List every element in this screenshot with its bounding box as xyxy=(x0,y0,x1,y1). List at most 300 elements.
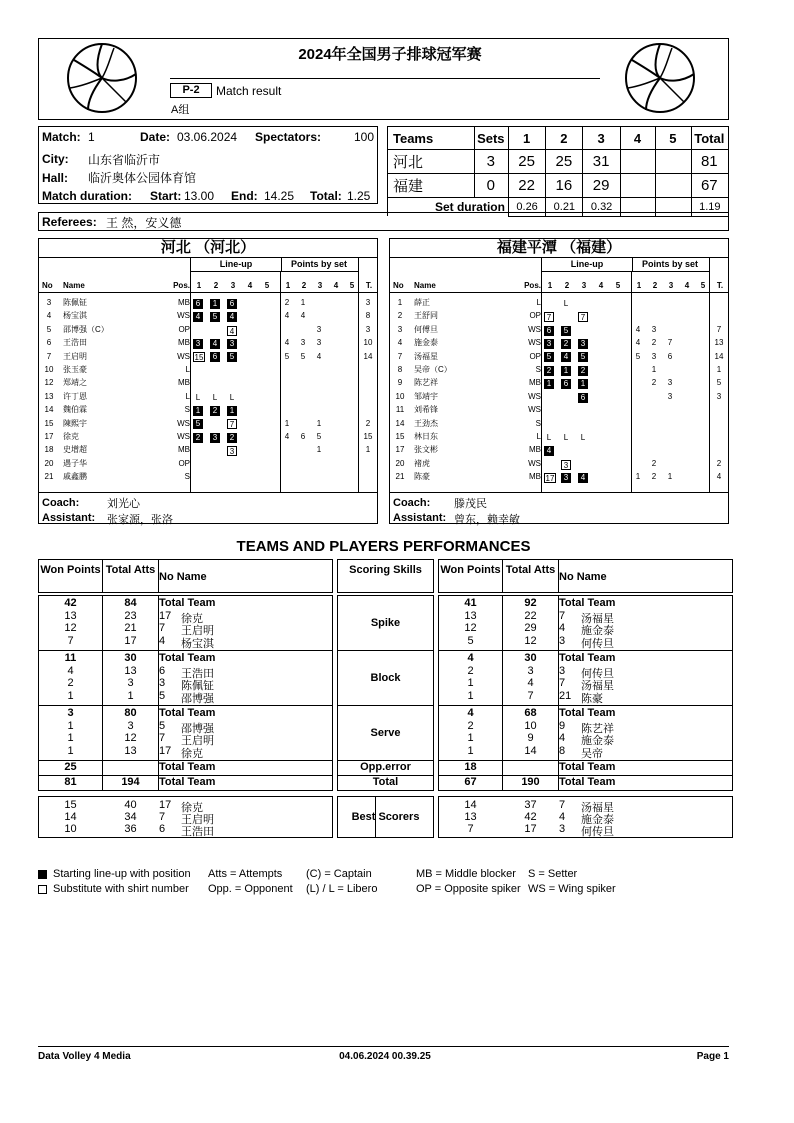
footer-software: Data Volley 4 Media xyxy=(38,1051,131,1062)
lineup-marker: 5 xyxy=(227,352,237,362)
player-name: 王启明 xyxy=(181,814,214,826)
player-number: 3 xyxy=(559,634,566,647)
lineup-mark xyxy=(544,378,559,390)
lineup-marker: 2 xyxy=(544,366,554,376)
player-cell: WS xyxy=(177,311,190,321)
player-row xyxy=(390,391,728,403)
lineup-marker: 15 xyxy=(194,353,204,363)
player-cell: 4 xyxy=(397,338,403,348)
player-name: 吴帝 xyxy=(581,747,603,760)
player-cell: WS xyxy=(528,391,541,401)
player-cell: 2 xyxy=(651,458,657,468)
player-name: Total Team xyxy=(159,597,216,609)
player-cell: 王浩田 xyxy=(63,338,87,348)
substitute-marker xyxy=(38,885,47,894)
lineup-marker: 6 xyxy=(578,393,588,403)
lineup-marker: 2 xyxy=(193,433,203,443)
player-number: 3 xyxy=(559,664,566,677)
player-cell: 2 xyxy=(651,472,657,482)
player-cell: 张玉豪 xyxy=(63,365,87,374)
column-header: 4 xyxy=(684,281,690,290)
player-cell: 许丁恩 xyxy=(63,391,87,401)
total-atts-value: 84 xyxy=(124,597,137,609)
total-atts-header: Total Atts xyxy=(505,564,556,576)
lineup-mark xyxy=(578,392,593,404)
lineup-marker: 3 xyxy=(544,339,554,349)
lineup-mark xyxy=(578,365,593,377)
player-cell: 4 xyxy=(284,432,290,441)
player-cell: 褚虎 xyxy=(414,458,430,468)
report-code: P-2 xyxy=(170,83,212,98)
roster-column-header xyxy=(390,280,728,292)
player-number: 4 xyxy=(559,622,566,634)
player-cell: 14 xyxy=(714,351,724,361)
column-header: 1 xyxy=(636,281,642,290)
lineup-mark xyxy=(193,298,208,310)
won-points-value: 15 xyxy=(64,799,77,811)
lineup-mark xyxy=(193,432,208,444)
player-row xyxy=(390,324,728,336)
lineup-mark xyxy=(193,311,208,323)
column-header: 1 xyxy=(547,281,553,290)
score-cell: 81 xyxy=(691,150,728,174)
won-points-value: 12 xyxy=(64,622,77,634)
column-header: 1 xyxy=(196,281,202,290)
team-label: Total Team xyxy=(559,776,616,788)
player-cell: 1 xyxy=(635,472,641,482)
player-row xyxy=(39,297,377,309)
player-cell: 3 xyxy=(316,324,322,334)
total-atts-value: 7 xyxy=(527,689,534,702)
total-atts-value: 23 xyxy=(124,609,137,622)
player-cell: S xyxy=(535,365,541,374)
total-atts-value: 92 xyxy=(524,597,537,609)
lineup-mark xyxy=(210,311,225,323)
score-cell: 0 xyxy=(474,174,508,198)
performances-section xyxy=(38,559,734,839)
player-row xyxy=(39,391,377,403)
player-cell: 1 xyxy=(716,365,722,374)
lineup-marker: 1 xyxy=(544,379,554,389)
lineup-mark xyxy=(578,338,593,350)
won-points-value: 14 xyxy=(464,799,477,811)
total-atts-value: 3 xyxy=(527,664,534,677)
lineup-mark xyxy=(578,432,593,444)
date-label: Date: xyxy=(140,130,171,144)
player-cell: 15 xyxy=(363,432,373,441)
lineup-mark xyxy=(561,352,576,364)
column-header: 5 xyxy=(264,281,270,290)
column-header: Name xyxy=(414,281,436,290)
won-points-header: Won Points xyxy=(40,564,101,576)
lineup-mark xyxy=(227,445,242,457)
referees-label: Referees: xyxy=(42,215,97,229)
player-number: 4 xyxy=(159,634,166,647)
lineup-marker: 3 xyxy=(578,339,588,349)
player-name: Total Team xyxy=(159,652,216,664)
total-atts-value: 22 xyxy=(524,609,537,622)
lineup-mark xyxy=(227,311,242,323)
roster-group-header xyxy=(390,258,728,272)
player-number: 17 xyxy=(159,799,172,811)
lineup-marker: 4 xyxy=(193,312,203,322)
lineup-mark xyxy=(227,405,242,417)
player-cell: 10 xyxy=(395,391,405,401)
player-cell: MB xyxy=(529,445,541,455)
lineup-marker: 1 xyxy=(561,366,571,376)
total-atts-value: 36 xyxy=(124,823,137,835)
lineup-mark xyxy=(544,472,561,484)
player-cell: OP xyxy=(529,311,541,321)
player-cell: 陈艺祥 xyxy=(414,378,438,388)
player-cell: 刘希锋 xyxy=(414,405,438,415)
player-number: 3 xyxy=(559,823,566,835)
lineup-mark xyxy=(227,298,242,310)
player-cell: 戚鑫鹏 xyxy=(63,472,87,482)
score-cell: 31 xyxy=(583,150,620,174)
lineup-marker: 3 xyxy=(561,460,571,470)
player-cell: 13 xyxy=(714,338,724,348)
legend-text: OP = Opposite spiker xyxy=(416,883,521,895)
player-cell: 3 xyxy=(651,351,657,361)
player-cell: 9 xyxy=(397,378,403,388)
score-header-cell: 1 xyxy=(508,127,545,150)
total-duration: 1.19 xyxy=(691,198,728,217)
column-header: Name xyxy=(63,281,85,290)
report-subtitle: Match result xyxy=(216,84,282,98)
lineup-marker: 2 xyxy=(578,366,588,376)
legend-text: Opp. = Opponent xyxy=(208,883,293,895)
player-cell: 3 xyxy=(316,338,322,348)
lineup-marker: 1 xyxy=(193,406,203,416)
lineup-marker: 2 xyxy=(210,406,220,416)
header-rule xyxy=(390,292,728,293)
player-cell: 3 xyxy=(716,391,722,401)
player-cell: 1 xyxy=(365,445,371,455)
lineup-mark xyxy=(561,459,576,471)
lineup-mark xyxy=(544,445,559,457)
lineup-marker: 7 xyxy=(227,419,237,429)
column-header: No xyxy=(393,281,404,290)
team-b-assistant-label: Assistant: xyxy=(393,512,447,524)
player-cell: 3 xyxy=(365,324,371,334)
no-name-header: No Name xyxy=(559,571,607,583)
lineup-mark xyxy=(561,365,576,377)
column-header: 4 xyxy=(247,281,253,290)
city-value: 山东省临沂市 xyxy=(88,153,161,167)
player-name: 邵博强 xyxy=(181,692,214,705)
lineup-marker: 5 xyxy=(544,352,554,362)
lineup-marker: 3 xyxy=(193,339,203,349)
player-row xyxy=(39,324,377,336)
lineup-mark xyxy=(561,325,576,337)
score-cell: 25 xyxy=(546,150,583,174)
team-a-coach: 刘光心 xyxy=(107,498,140,510)
player-cell: WS xyxy=(177,432,190,441)
total-atts-value: 1 xyxy=(127,689,134,702)
won-points-value: 25 xyxy=(64,761,77,773)
score-cell: 25 xyxy=(508,150,545,174)
match-number: 1 xyxy=(88,130,95,144)
legend-text: MB = Middle blocker xyxy=(416,868,516,880)
end-label: End: xyxy=(231,189,258,203)
column-header: T. xyxy=(716,281,724,290)
player-name: 汤福星 xyxy=(581,802,614,814)
player-cell: 1 xyxy=(397,298,403,307)
roster-group-header xyxy=(39,258,377,272)
won-points-value: 2 xyxy=(467,719,474,732)
player-cell: 郑靖之 xyxy=(63,378,87,388)
player-cell: WS xyxy=(177,351,190,361)
total-atts-header: Total Atts xyxy=(105,564,156,576)
lineup-mark xyxy=(578,472,593,484)
won-points-value: 42 xyxy=(64,597,77,609)
duration-label: Match duration: xyxy=(42,189,132,203)
player-cell: 王启明 xyxy=(63,351,87,361)
total-atts-value: 14 xyxy=(524,744,537,757)
player-name: 王浩田 xyxy=(181,826,214,838)
player-cell: 3 xyxy=(667,378,673,388)
player-cell: 10 xyxy=(44,365,54,374)
team-a-assistant: 张家源，张洛 xyxy=(107,514,173,526)
player-number: 6 xyxy=(159,823,166,835)
lineup-mark xyxy=(544,338,559,350)
player-cell: 7 xyxy=(46,351,52,361)
player-row xyxy=(39,310,377,322)
player-name: 邵博强 xyxy=(181,722,214,735)
total-atts-value: 12 xyxy=(524,634,537,647)
team-b-assistant: 曾东，赖幸敏 xyxy=(454,514,520,526)
player-cell: 邵博强（C） xyxy=(63,324,109,334)
player-number: 3 xyxy=(159,677,166,689)
score-header-cell: 4 xyxy=(620,127,655,150)
player-cell: 2 xyxy=(716,458,722,468)
player-name: 陈佩钲 xyxy=(181,680,214,692)
column-header: 4 xyxy=(598,281,604,290)
player-row xyxy=(39,471,377,483)
lineup-marker: 17 xyxy=(545,474,555,484)
won-points-value: 1 xyxy=(67,689,74,702)
legend-text: Atts = Attempts xyxy=(208,868,283,880)
title-rule xyxy=(170,78,600,79)
column-header: 2 xyxy=(213,281,219,290)
player-cell: 薛正 xyxy=(414,298,430,307)
player-cell: 2 xyxy=(365,418,371,428)
total-atts-value: 30 xyxy=(124,652,137,664)
total-atts-value: 3 xyxy=(127,719,134,732)
player-number: 9 xyxy=(559,719,566,732)
player-cell: 汤福星 xyxy=(414,351,438,361)
player-row xyxy=(39,377,377,389)
best-scorers-label: Best Scorers xyxy=(351,811,420,823)
player-cell: 施金泰 xyxy=(414,338,438,348)
start-label: Start: xyxy=(150,189,182,203)
player-name: 施金泰 xyxy=(581,735,614,747)
lineup-marker: 6 xyxy=(193,299,203,309)
player-cell: WS xyxy=(528,405,541,415)
score-header-cell: 2 xyxy=(546,127,583,150)
player-name: 何传旦 xyxy=(581,826,614,838)
column-header: 3 xyxy=(317,281,323,290)
lineup-marker: L xyxy=(563,432,569,442)
player-cell: 1 xyxy=(316,418,322,428)
player-name: 何传旦 xyxy=(581,667,614,680)
player-number: 7 xyxy=(159,811,166,823)
total-atts-value: 13 xyxy=(124,744,137,757)
lineup-mark xyxy=(193,338,208,350)
player-row xyxy=(390,471,728,483)
lineup-marker: 5 xyxy=(578,352,588,362)
lineup-marker: 3 xyxy=(227,339,237,349)
player-cell: 4 xyxy=(46,311,52,321)
score-table xyxy=(387,126,729,214)
player-cell: 遇子华 xyxy=(63,458,87,468)
total-atts-value: 34 xyxy=(124,811,137,823)
player-cell: 王劲杰 xyxy=(414,418,438,428)
player-cell: 21 xyxy=(395,472,405,482)
total-atts-value: 194 xyxy=(121,776,140,788)
lineup-marker: 2 xyxy=(227,433,237,443)
player-cell: 17 xyxy=(44,432,54,441)
player-cell: OP xyxy=(178,324,190,334)
start-time: 13.00 xyxy=(184,189,215,203)
player-cell: 3 xyxy=(397,324,403,334)
opp-error-row xyxy=(502,760,559,776)
player-name: 何传旦 xyxy=(581,637,614,650)
player-cell: 6 xyxy=(46,338,52,348)
player-cell: 3 xyxy=(365,298,371,307)
legend-text: Starting line-up with position xyxy=(53,868,191,880)
set-duration-cell: 0.26 xyxy=(508,198,545,217)
lineup-marker: L xyxy=(195,392,201,402)
player-cell: 1 xyxy=(284,418,290,428)
won-points-value: 14 xyxy=(64,811,77,823)
player-cell: 6 xyxy=(667,351,673,361)
legend-text: Substitute with shirt number xyxy=(53,883,189,895)
won-points-value: 1 xyxy=(67,719,74,732)
player-cell: 4 xyxy=(316,351,322,361)
player-row xyxy=(390,351,728,363)
player-cell: 3 xyxy=(46,298,52,307)
player-cell: 4 xyxy=(284,338,290,348)
skill-label: Opp.error xyxy=(360,761,411,773)
player-number: 21 xyxy=(559,689,572,702)
player-cell: 8 xyxy=(397,365,403,374)
spectators-count: 100 xyxy=(353,130,374,144)
lineup-marker: 2 xyxy=(561,339,571,349)
lineup-mark xyxy=(210,298,225,310)
legend xyxy=(38,868,728,900)
player-cell: 20 xyxy=(44,458,54,468)
lineup-mark xyxy=(193,419,208,431)
player-cell: 5 xyxy=(46,324,52,334)
column-header: Pos. xyxy=(173,281,190,290)
total-atts-value: 13 xyxy=(124,664,137,677)
player-name: 王启明 xyxy=(181,735,214,747)
player-cell: WS xyxy=(528,324,541,334)
opp-error-row xyxy=(102,760,159,776)
player-cell: 18 xyxy=(44,445,54,455)
total-atts-value: 30 xyxy=(524,652,537,664)
column-header: 3 xyxy=(668,281,674,290)
total-atts-value: 37 xyxy=(524,799,537,811)
player-cell: 13 xyxy=(44,391,54,401)
player-number: 7 xyxy=(559,609,566,622)
player-number: 8 xyxy=(559,744,566,757)
player-cell: 21 xyxy=(44,472,54,482)
won-points-value: 1 xyxy=(467,744,474,757)
lineup-marker: 3 xyxy=(561,473,571,483)
total-atts-value: 10 xyxy=(524,719,537,732)
column-header: 2 xyxy=(652,281,658,290)
legend-text: S = Setter xyxy=(528,868,578,880)
player-cell: 4 xyxy=(284,311,290,321)
won-points-value: 11 xyxy=(64,652,77,664)
won-points-value: 7 xyxy=(467,823,474,835)
set-duration-cell: 0.32 xyxy=(583,198,620,217)
won-points-value: 13 xyxy=(464,811,477,823)
lineup-marker: 5 xyxy=(210,312,220,322)
lineup-marker: 4 xyxy=(227,326,237,336)
player-cell: 陈佩钲 xyxy=(63,298,87,307)
won-points-value: 4 xyxy=(467,652,474,664)
total-atts-value: 4 xyxy=(527,677,534,689)
player-cell: S xyxy=(184,405,190,415)
player-row xyxy=(39,444,377,456)
lineup-marker: 6 xyxy=(544,326,554,336)
player-cell: L xyxy=(185,391,190,401)
column-header: No xyxy=(42,281,53,290)
lineup-mark xyxy=(193,392,208,404)
team-a-title: 河北 （河北） xyxy=(39,239,377,258)
player-name: 陈豪 xyxy=(581,692,603,705)
no-name-header: No Name xyxy=(159,571,207,583)
player-cell: 2 xyxy=(284,298,290,307)
score-cell xyxy=(656,150,691,174)
won-points-value: 1 xyxy=(67,744,74,757)
player-row xyxy=(390,404,728,416)
player-cell: 14 xyxy=(44,405,54,415)
won-points-value: 1 xyxy=(467,677,474,689)
spectators-label: Spectators: xyxy=(255,130,322,144)
player-cell: 魏伯霖 xyxy=(63,405,87,415)
lineup-marker: 4 xyxy=(561,352,571,362)
player-cell: OP xyxy=(178,458,190,468)
player-cell: 3 xyxy=(651,324,657,334)
lineup-marker: 5 xyxy=(561,326,571,336)
player-name: Total Team xyxy=(559,652,616,664)
score-header-cell: 3 xyxy=(583,127,620,150)
player-cell: 10 xyxy=(363,338,373,348)
points-header: Points by set xyxy=(631,258,710,272)
footer-page: Page 1 xyxy=(696,1051,729,1062)
lineup-marker: 6 xyxy=(227,299,237,309)
player-cell: 4 xyxy=(300,311,306,321)
score-cell: 16 xyxy=(546,174,583,198)
score-header-cell: Teams xyxy=(388,127,475,150)
player-cell: 徐克 xyxy=(63,432,79,441)
player-cell: 3 xyxy=(667,391,673,401)
group-label: A组 xyxy=(171,104,190,116)
player-number: 5 xyxy=(159,719,166,732)
player-cell: WS xyxy=(177,418,190,428)
lineup-marker: 1 xyxy=(210,299,220,309)
lineup-mark xyxy=(210,432,225,444)
won-points-value: 2 xyxy=(467,664,474,677)
player-row xyxy=(390,297,728,309)
performances-title: TEAMS AND PLAYERS PERFORMANCES xyxy=(236,538,531,555)
team-label: Total Team xyxy=(559,761,616,773)
